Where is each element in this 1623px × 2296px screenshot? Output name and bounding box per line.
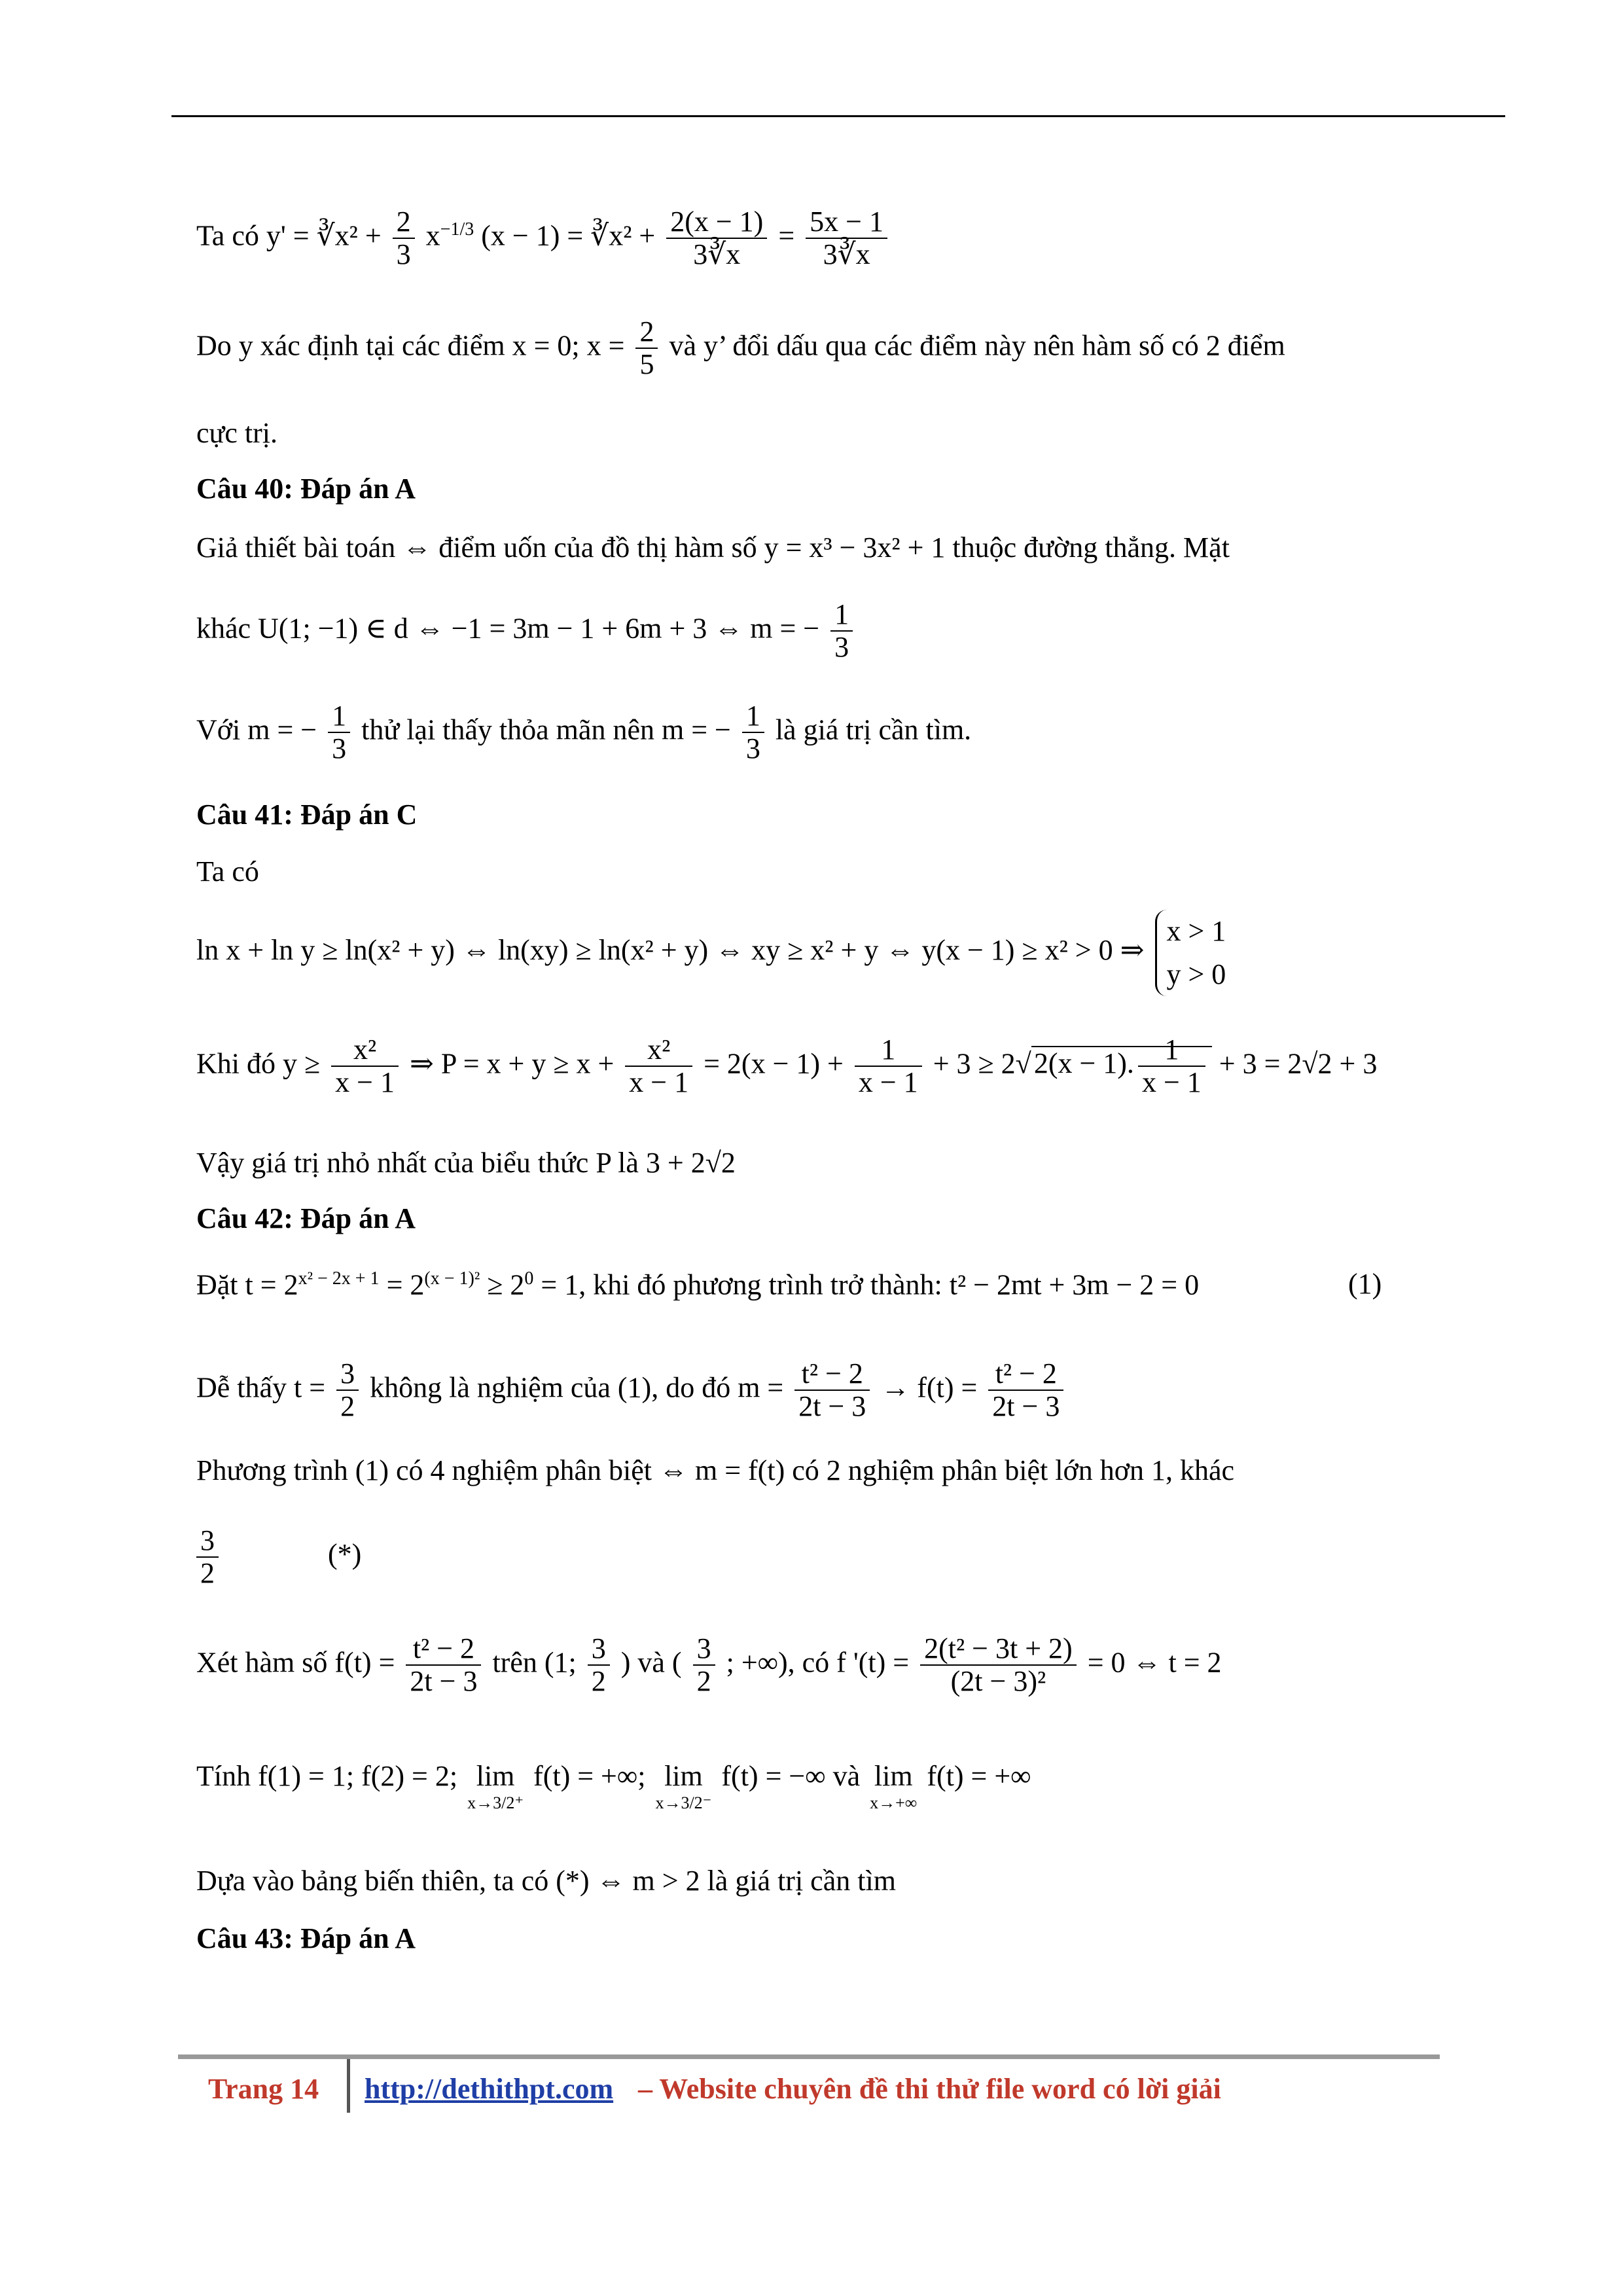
footer-separator: [347, 2059, 350, 2113]
text: và y’ đổi dấu qua các điểm này nên hàm số có 2 điểm: [669, 329, 1285, 362]
substitution-line: [196, 1270, 1199, 1300]
text: Do y xác định tại các điểm x = 0; x =: [196, 329, 632, 362]
text: khác U(1; −1) ∈ d ⇔ −1 = 3m − 1 + 6m + 3 ⇔ m = −: [196, 612, 820, 645]
text: → f(t) =: [881, 1371, 985, 1404]
text: không là nghiệm của (1), do đó m =: [370, 1371, 791, 1404]
question-heading: Câu 43: Đáp án A: [196, 1922, 416, 1954]
fraction: $\frac{\text{t² − 2}}{2t - 3}$: [406, 1633, 481, 1698]
fraction: $\frac{1}{x - 1}$: [1138, 1034, 1205, 1099]
fraction: $\frac{2(x - 1)}{3∛x}$: [666, 206, 767, 271]
exponent: −1/3: [440, 219, 474, 240]
inequality-line: [196, 1034, 1377, 1099]
square-root: 2(x − 1). $\frac{1}{x - 1}$: [1031, 1046, 1212, 1079]
text: x: [425, 219, 440, 252]
paragraph-line: [196, 700, 971, 765]
paragraph-line: Phương trình (1) có 4 nghiệm phân biệt ⇔ m = f(t) có 2 nghiệm phân biệt lớn hơn 1, khác: [196, 1454, 1235, 1486]
fraction: $\frac{5x - 1}{3∛x}$: [806, 206, 887, 271]
text: = 2: [379, 1268, 425, 1301]
text: trên (1;: [492, 1646, 584, 1679]
text: Xét hàm số f(t) =: [196, 1646, 402, 1679]
fraction: $\frac{1}{3}$: [328, 700, 350, 765]
fraction: $\frac{1}{3}$: [742, 700, 764, 765]
text: (*): [328, 1538, 362, 1571]
text: ln x + ln y ≥ ln(x² + y) ⇔ ln(xy) ≥ ln(x² + y) ⇔ xy ≥ x² + y ⇔ y(x − 1) ≥ x² > 0 ⇒: [196, 934, 1145, 967]
paragraph-line: Dựa vào bảng biến thiên, ta có (*) ⇔ m > 2 là giá trị cần tìm: [196, 1865, 896, 1897]
text: f(t) = +∞: [927, 1760, 1031, 1792]
fraction: $\frac{3}{2}$: [588, 1633, 610, 1698]
limit: lim x→3/2⁺: [467, 1760, 524, 1812]
limit: lim x→+∞: [870, 1760, 918, 1812]
text: Với m = −: [196, 713, 317, 746]
text: thử lại thấy thỏa mãn nên m = −: [361, 713, 731, 746]
equation-tag: (1): [1348, 1268, 1382, 1300]
fraction: $\frac{\text{x²}}{x - 1}$: [331, 1034, 399, 1099]
fraction: $\frac{\text{t² − 2}}{2t - 3}$: [794, 1358, 870, 1423]
text: Tính f(1) = 1; f(2) = 2;: [196, 1760, 465, 1792]
text: f(t) = +∞;: [533, 1760, 653, 1792]
text: + 3 ≥ 2√: [933, 1047, 1031, 1080]
text: = 1, khi đó phương trình trở thành: t² − 2mt + 3m − 2 = 0: [533, 1268, 1200, 1301]
equation-system: x > 1 y > 0: [1155, 910, 1226, 996]
paragraph-line: Giả thiết bài toán ⇔ điểm uốn của đồ thị hàm số y = x³ − 3x² + 1 thuộc đường thẳng. Mặt: [196, 531, 1230, 564]
text: = 0 ⇔ t = 2: [1087, 1646, 1222, 1679]
fraction: $\frac{\text{x²}}{x - 1}$: [625, 1034, 692, 1099]
text: Ta có y' = ∛x² +: [196, 219, 389, 252]
text: ⇒ P = x + y ≥ x +: [409, 1047, 622, 1080]
paragraph-line: [196, 599, 857, 664]
text: ; +∞), có f '(t) =: [726, 1646, 917, 1679]
paragraph-line: [196, 316, 1285, 381]
question-heading: Câu 40: Đáp án A: [196, 473, 416, 505]
exponent: (x − 1)²: [424, 1268, 480, 1289]
function-line: [196, 1633, 1222, 1698]
fraction: $\frac{2}{3}$: [393, 206, 415, 271]
fraction: $\frac{1}{3}$: [830, 599, 853, 664]
header-rule: [171, 115, 1505, 117]
fraction: $\frac{3}{2}$: [196, 1525, 219, 1590]
website-description: – Website chuyên đề thi thử file word có lời giải: [638, 2073, 1221, 2105]
fraction: $\frac{\text{2(t² − 3t + 2)}}{\text{(2t − 3)²}}$: [920, 1633, 1077, 1698]
text: là giá trị cần tìm.: [775, 713, 972, 746]
text: (x − 1) = ∛x² +: [481, 219, 663, 252]
paragraph-line: Vậy giá trị nhỏ nhất của biểu thức P là 3 + 2√2: [196, 1147, 736, 1179]
fraction: $\frac{1}{x - 1}$: [855, 1034, 922, 1099]
text: ≥ 2: [480, 1268, 525, 1301]
text: = 2(x − 1) +: [704, 1047, 851, 1080]
paragraph-line: Ta có: [196, 855, 259, 888]
paragraph-line: [196, 1358, 1067, 1423]
text: Đặt t = 2: [196, 1268, 298, 1301]
question-heading: Câu 42: Đáp án A: [196, 1202, 416, 1234]
exponent: 0: [524, 1268, 534, 1289]
limit: lim x→3/2⁻: [655, 1760, 712, 1812]
text: ) và (: [620, 1646, 682, 1679]
fraction: $\frac{\text{t² − 2}}{2t - 3}$: [988, 1358, 1063, 1423]
paragraph-line: cực trị.: [196, 417, 278, 449]
text: f(t) = −∞ và: [721, 1760, 868, 1792]
question-heading: Câu 41: Đáp án C: [196, 798, 418, 831]
derivative-line: [196, 206, 891, 271]
text: + 3 = 2√2 + 3: [1219, 1047, 1378, 1080]
inequality-line: [196, 910, 1226, 996]
text: =: [778, 219, 802, 252]
fraction: $\frac{2}{5}$: [635, 316, 658, 381]
text: Khi đó y ≥: [196, 1047, 328, 1080]
text: Dễ thấy t =: [196, 1371, 333, 1404]
fraction: $\frac{3}{2}$: [336, 1358, 359, 1423]
limits-line: [196, 1762, 1031, 1812]
website-link[interactable]: http://dethithpt.com: [365, 2073, 614, 2105]
page-number: Trang 14: [208, 2073, 319, 2105]
fraction: $\frac{3}{2}$: [693, 1633, 715, 1698]
paragraph-line: [196, 1525, 361, 1590]
exponent: x² − 2x + 1: [298, 1268, 380, 1289]
footer-rule: [178, 2054, 1440, 2059]
